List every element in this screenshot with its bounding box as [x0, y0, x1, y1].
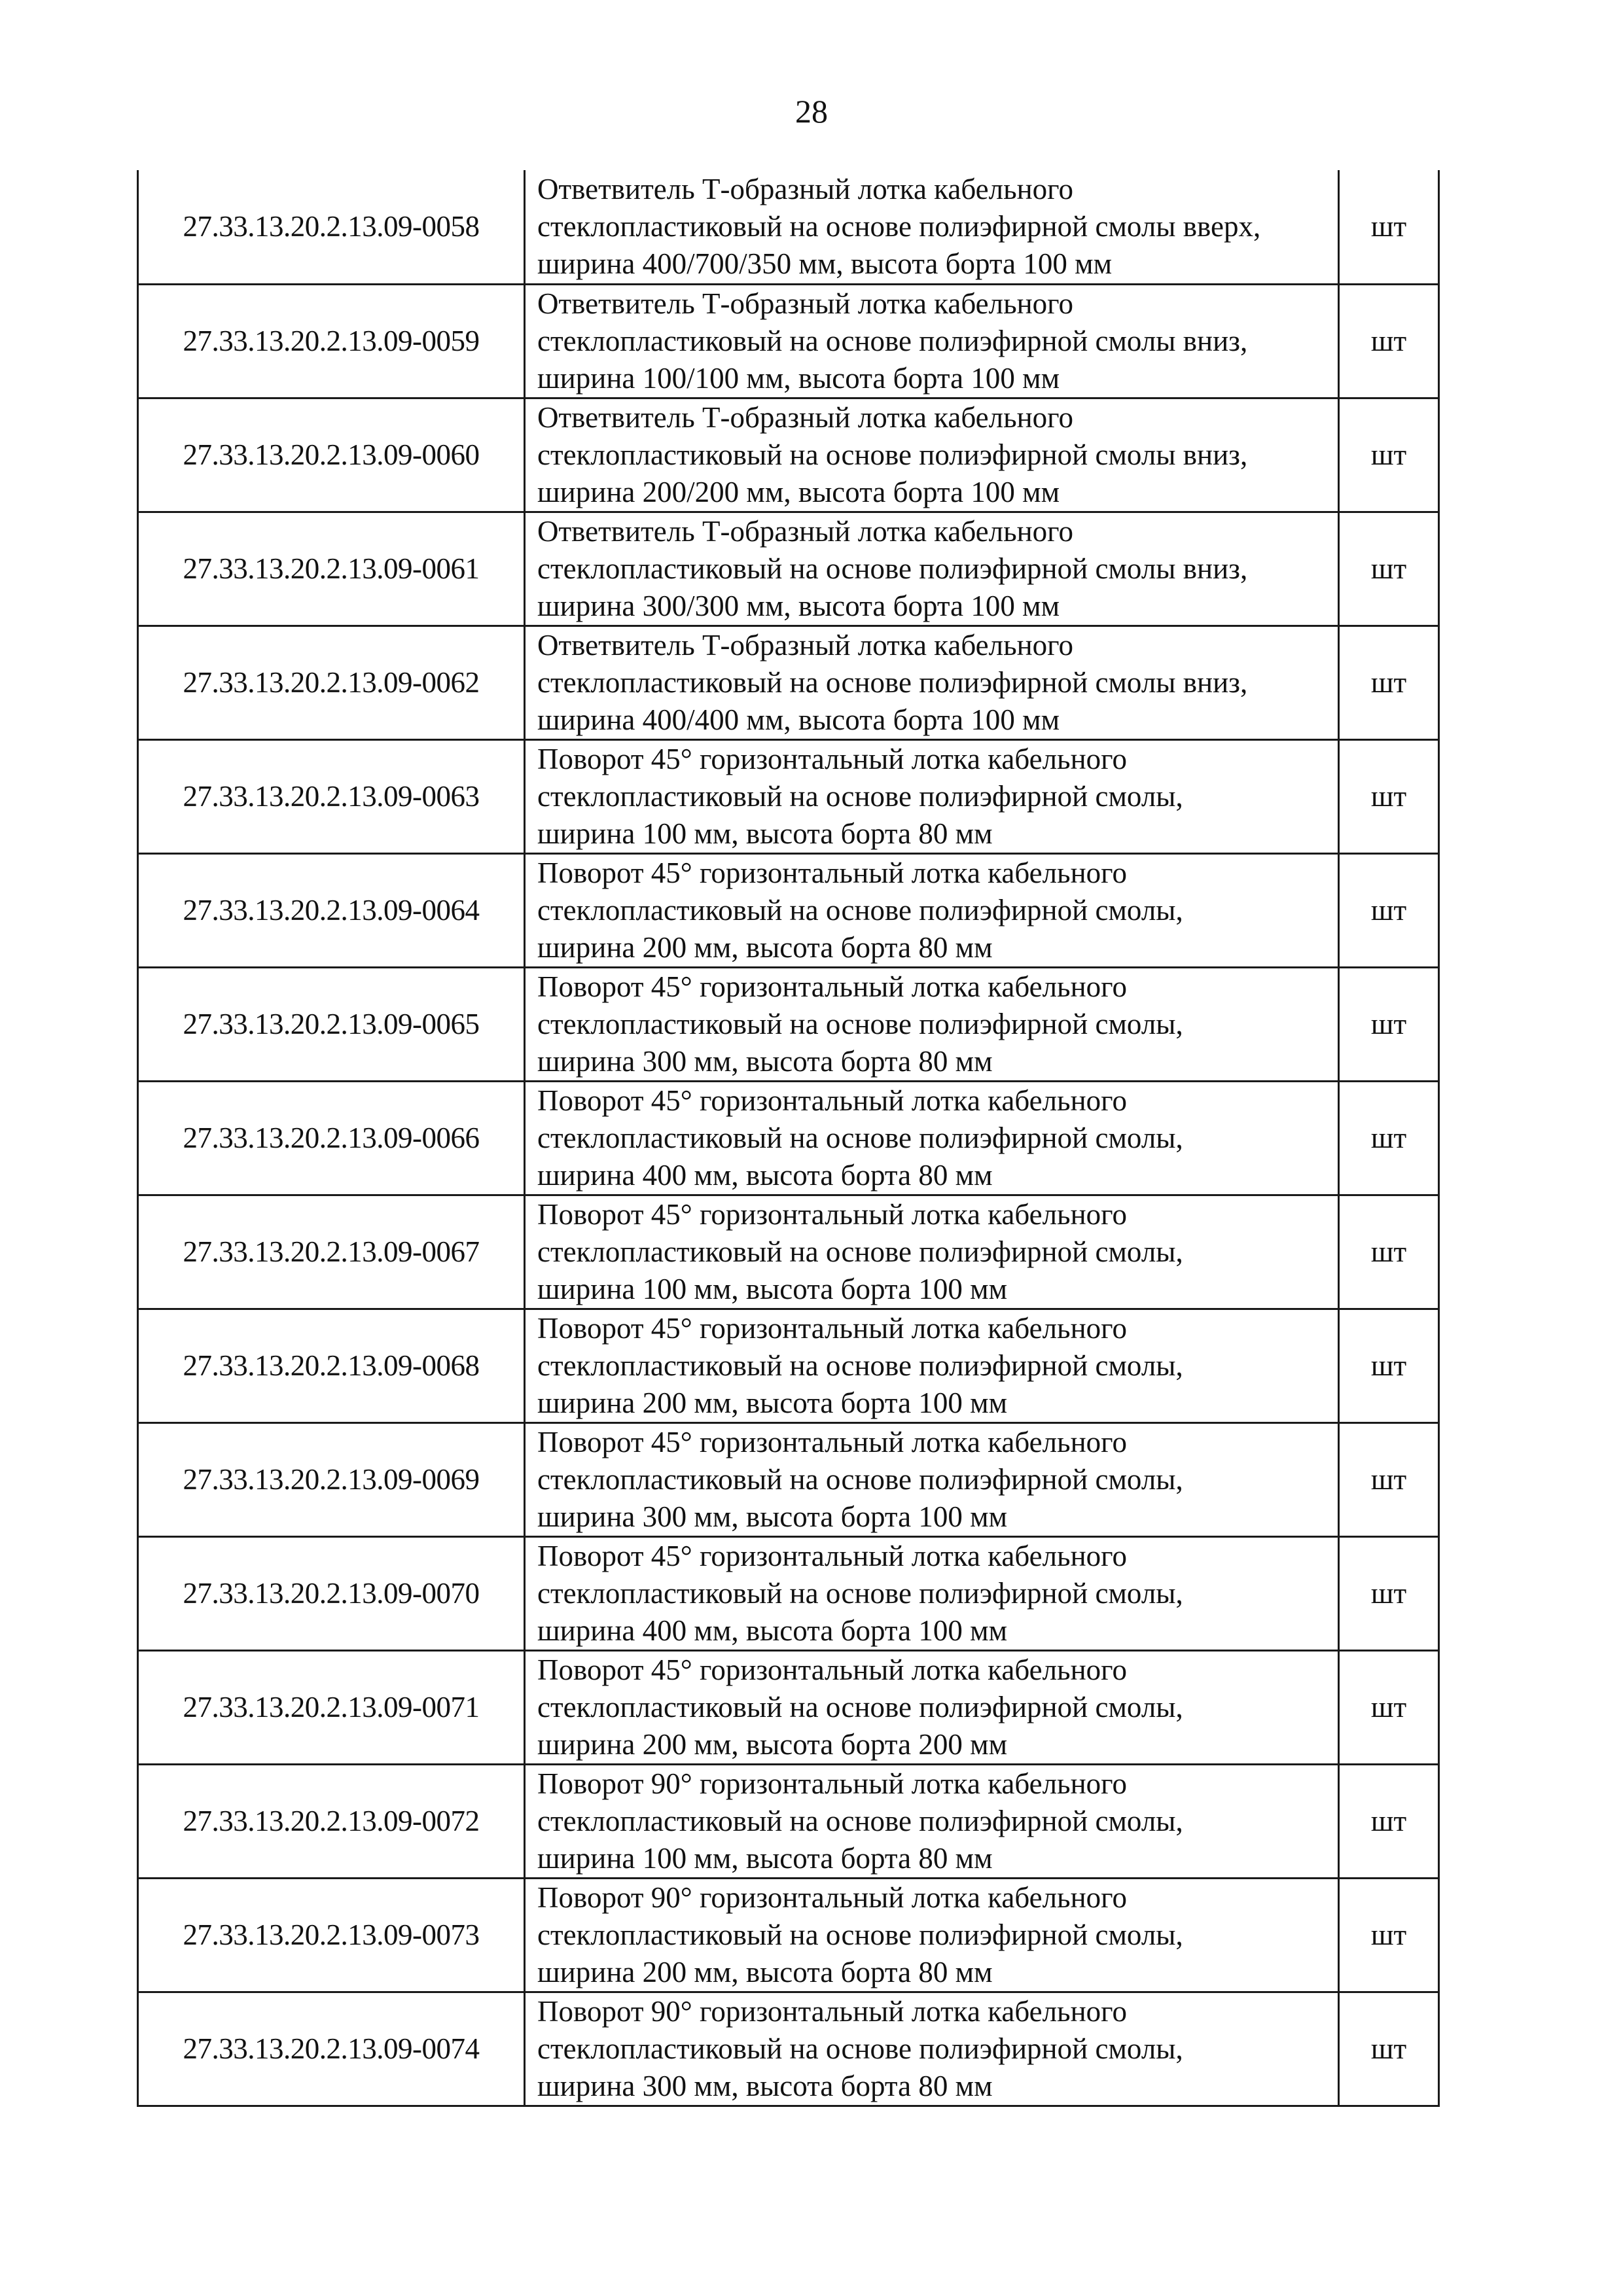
- unit-of-measure: шт: [1339, 1878, 1439, 1992]
- resource-description: [525, 284, 1339, 398]
- unit-of-measure: шт: [1339, 1992, 1439, 2106]
- description-line: Поворот 90° горизонтальный лотка кабельного: [537, 1767, 1127, 1800]
- description-line: ширина 200 мм, высота борта 80 мм: [537, 930, 993, 964]
- description-line: стеклопластиковый на основе полиэфирной смолы вниз,: [537, 552, 1248, 585]
- table-row: [138, 398, 1439, 512]
- resource-description: [525, 626, 1339, 739]
- description-line: Ответвитель Т-образный лотка кабельного: [537, 172, 1074, 205]
- description-line: Ответвитель Т-образный лотка кабельного: [537, 514, 1074, 548]
- unit-of-measure: шт: [1339, 853, 1439, 967]
- unit-of-measure: шт: [1339, 626, 1439, 739]
- resource-description: [525, 398, 1339, 512]
- description-line: ширина 100/100 мм, высота борта 100 мм: [537, 361, 1060, 395]
- resource-description: [525, 1195, 1339, 1309]
- description-line: ширина 200/200 мм, высота борта 100 мм: [537, 475, 1060, 508]
- resource-code: 27.33.13.20.2.13.09-0073: [138, 1878, 525, 1992]
- unit-of-measure: шт: [1339, 739, 1439, 853]
- description-line: стеклопластиковый на основе полиэфирной смолы,: [537, 893, 1183, 927]
- description-line: ширина 400 мм, высота борта 100 мм: [537, 1614, 1008, 1647]
- resource-description: [525, 1422, 1339, 1536]
- table-row: [138, 1081, 1439, 1195]
- table-row: [138, 1536, 1439, 1650]
- table-row: [138, 967, 1439, 1081]
- description-line: ширина 200 мм, высота борта 100 мм: [537, 1386, 1008, 1419]
- description-line: стеклопластиковый на основе полиэфирной смолы,: [537, 1804, 1183, 1837]
- description-line: стеклопластиковый на основе полиэфирной смолы,: [537, 1235, 1183, 1268]
- resource-code: 27.33.13.20.2.13.09-0059: [138, 284, 525, 398]
- description-line: Ответвитель Т-образный лотка кабельного: [537, 400, 1074, 434]
- resource-code: 27.33.13.20.2.13.09-0067: [138, 1195, 525, 1309]
- resource-code: 27.33.13.20.2.13.09-0060: [138, 398, 525, 512]
- description-line: ширина 300 мм, высота борта 80 мм: [537, 2069, 993, 2102]
- unit-of-measure: шт: [1339, 1422, 1439, 1536]
- unit-of-measure: шт: [1339, 512, 1439, 626]
- resource-code: 27.33.13.20.2.13.09-0068: [138, 1309, 525, 1422]
- resource-description: [525, 170, 1339, 284]
- description-line: стеклопластиковый на основе полиэфирной смолы,: [537, 1576, 1183, 1610]
- description-line: стеклопластиковый на основе полиэфирной смолы,: [537, 1918, 1183, 1951]
- description-line: ширина 300 мм, высота борта 100 мм: [537, 1500, 1008, 1533]
- unit-of-measure: шт: [1339, 1536, 1439, 1650]
- description-line: ширина 100 мм, высота борта 80 мм: [537, 817, 993, 850]
- description-line: ширина 400 мм, высота борта 80 мм: [537, 1158, 993, 1192]
- description-line: стеклопластиковый на основе полиэфирной смолы,: [537, 1462, 1183, 1496]
- description-line: Поворот 45° горизонтальный лотка кабельного: [537, 856, 1127, 889]
- description-line: Поворот 45° горизонтальный лотка кабельного: [537, 1084, 1127, 1117]
- resource-table: [137, 170, 1440, 2107]
- description-line: Поворот 45° горизонтальный лотка кабельного: [537, 1539, 1127, 1572]
- description-line: ширина 100 мм, высота борта 80 мм: [537, 1841, 993, 1875]
- unit-of-measure: шт: [1339, 967, 1439, 1081]
- description-line: стеклопластиковый на основе полиэфирной смолы вниз,: [537, 438, 1248, 471]
- unit-of-measure: шт: [1339, 1650, 1439, 1764]
- unit-of-measure: шт: [1339, 170, 1439, 284]
- description-line: ширина 100 мм, высота борта 100 мм: [537, 1272, 1008, 1305]
- table-row: [138, 739, 1439, 853]
- description-line: ширина 300 мм, высота борта 80 мм: [537, 1044, 993, 1078]
- unit-of-measure: шт: [1339, 398, 1439, 512]
- resource-description: [525, 1081, 1339, 1195]
- description-line: ширина 300/300 мм, высота борта 100 мм: [537, 589, 1060, 622]
- table-row: [138, 1878, 1439, 1992]
- resource-description: [525, 853, 1339, 967]
- description-line: стеклопластиковый на основе полиэфирной смолы,: [537, 1349, 1183, 1382]
- resource-description: [525, 739, 1339, 853]
- resource-description: [525, 1536, 1339, 1650]
- description-line: стеклопластиковый на основе полиэфирной смолы вверх,: [537, 209, 1261, 243]
- resource-code: 27.33.13.20.2.13.09-0065: [138, 967, 525, 1081]
- resource-code: 27.33.13.20.2.13.09-0074: [138, 1992, 525, 2106]
- table-body: [138, 170, 1439, 2106]
- page-number: 28: [795, 93, 828, 130]
- description-line: Поворот 45° горизонтальный лотка кабельного: [537, 742, 1127, 775]
- table-row: [138, 1422, 1439, 1536]
- table-row: [138, 170, 1439, 284]
- unit-of-measure: шт: [1339, 1195, 1439, 1309]
- description-line: ширина 200 мм, высота борта 80 мм: [537, 1955, 993, 1988]
- description-line: ширина 400/700/350 мм, высота борта 100 мм: [537, 247, 1113, 280]
- resource-code: 27.33.13.20.2.13.09-0069: [138, 1422, 525, 1536]
- resource-code: 27.33.13.20.2.13.09-0063: [138, 739, 525, 853]
- resource-code: 27.33.13.20.2.13.09-0072: [138, 1764, 525, 1878]
- resource-description: [525, 512, 1339, 626]
- resource-code: 27.33.13.20.2.13.09-0070: [138, 1536, 525, 1650]
- description-line: стеклопластиковый на основе полиэфирной смолы,: [537, 779, 1183, 813]
- resource-code: 27.33.13.20.2.13.09-0061: [138, 512, 525, 626]
- table-row: [138, 1195, 1439, 1309]
- description-line: Ответвитель Т-образный лотка кабельного: [537, 628, 1074, 662]
- unit-of-measure: шт: [1339, 284, 1439, 398]
- description-line: Поворот 45° горизонтальный лотка кабельного: [537, 1653, 1127, 1686]
- description-line: стеклопластиковый на основе полиэфирной смолы,: [537, 1121, 1183, 1154]
- description-line: ширина 200 мм, высота борта 200 мм: [537, 1727, 1008, 1761]
- resource-code: 27.33.13.20.2.13.09-0071: [138, 1650, 525, 1764]
- table-row: [138, 1309, 1439, 1422]
- description-line: стеклопластиковый на основе полиэфирной смолы,: [537, 2032, 1183, 2065]
- resource-description: [525, 1992, 1339, 2106]
- description-line: Поворот 90° горизонтальный лотка кабельного: [537, 1994, 1127, 2028]
- description-line: Поворот 45° горизонтальный лотка кабельного: [537, 970, 1127, 1003]
- table-row: [138, 626, 1439, 739]
- unit-of-measure: шт: [1339, 1764, 1439, 1878]
- description-line: Поворот 45° горизонтальный лотка кабельного: [537, 1311, 1127, 1345]
- description-line: стеклопластиковый на основе полиэфирной смолы,: [537, 1007, 1183, 1040]
- resource-code: 27.33.13.20.2.13.09-0066: [138, 1081, 525, 1195]
- table-row: [138, 1992, 1439, 2106]
- table-row: [138, 853, 1439, 967]
- description-line: стеклопластиковый на основе полиэфирной смолы вниз,: [537, 665, 1248, 699]
- description-line: Поворот 90° горизонтальный лотка кабельного: [537, 1881, 1127, 1914]
- description-line: Поворот 45° горизонтальный лотка кабельного: [537, 1197, 1127, 1231]
- resource-description: [525, 1309, 1339, 1422]
- resource-description: [525, 1764, 1339, 1878]
- resource-code: 27.33.13.20.2.13.09-0058: [138, 170, 525, 284]
- description-line: Ответвитель Т-образный лотка кабельного: [537, 287, 1074, 320]
- description-line: стеклопластиковый на основе полиэфирной смолы,: [537, 1690, 1183, 1723]
- unit-of-measure: шт: [1339, 1081, 1439, 1195]
- resource-description: [525, 1650, 1339, 1764]
- resource-description: [525, 967, 1339, 1081]
- resource-description: [525, 1878, 1339, 1992]
- table-row: [138, 1650, 1439, 1764]
- description-line: ширина 400/400 мм, высота борта 100 мм: [537, 703, 1060, 736]
- resource-code: 27.33.13.20.2.13.09-0064: [138, 853, 525, 967]
- table-row: [138, 1764, 1439, 1878]
- table-row: [138, 284, 1439, 398]
- unit-of-measure: шт: [1339, 1309, 1439, 1422]
- table-row: [138, 512, 1439, 626]
- description-line: стеклопластиковый на основе полиэфирной смолы вниз,: [537, 324, 1248, 357]
- description-line: Поворот 45° горизонтальный лотка кабельного: [537, 1425, 1127, 1458]
- resource-code: 27.33.13.20.2.13.09-0062: [138, 626, 525, 739]
